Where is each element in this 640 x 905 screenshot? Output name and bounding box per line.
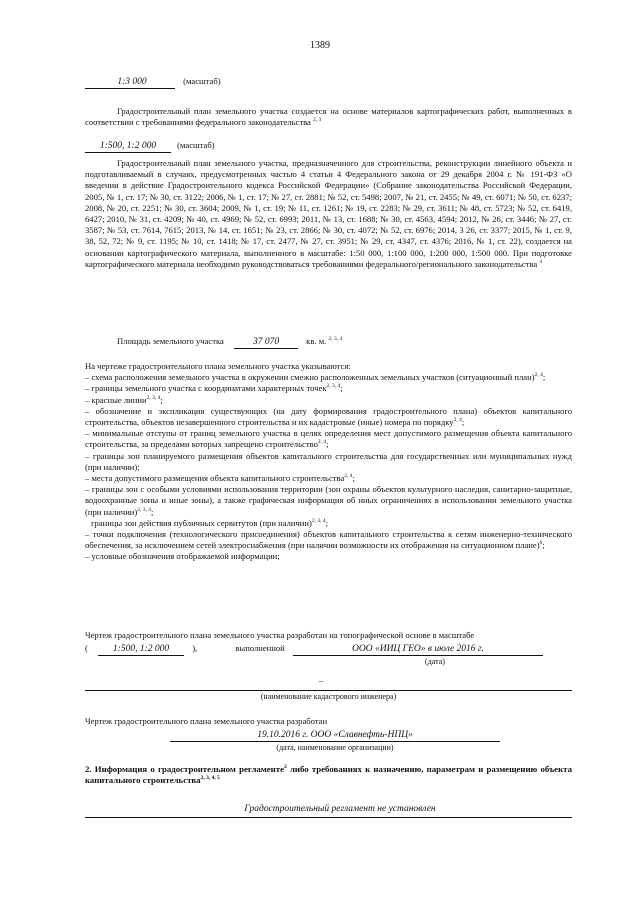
- section-2-value-wrap: [200, 803, 480, 815]
- scale-1-value: 1:3 000: [85, 77, 175, 89]
- list-item: – обозначение и экспликация существующих (на дату формирования градостроительного плана) объектов капитального строительства, объектов незавершенного строительства и их кадастровые (иные) номера по порядку$^{2, 4}$;: [85, 405, 572, 428]
- scale-2-value: 1:500, 1:2 000: [85, 141, 171, 153]
- paragraph-2-text: Градостроительный план земельного участка, предназначенного для строительства, реконструкции линейного объекта и подготавливаемый в случаях, предусмотренных частью 4 статьи 4 Федерального закона от 29 декабря 2004 г. № 191-ФЗ «О введении в действие Градостроительного кодекса Российской Федерации» (Собрание законодательства Российской Федерации, 2005, № 1, ст. 17; № 30, ст. 3122; 2006, № 1, ст. 17; № 27, ст. 2881; № 52, ст. 5498; 2007, № 21, ст. 2455; № 49, ст. 6071; № 50, ст. 6237; 2008, № 20, ст. 2251; № 30, ст. 3604; 2009, № 1, ст. 19; № 11, ст. 1261; № 19, ст. 2283; № 29, ст. 3611; № 48, ст. 5723; № 52, ст. 6419, 6427; 2010, № 31, ст. 4209; № 40, ст. 4969; № 52, ст. 6993; 2011, № 13, ст. 1688; № 30, ст. 4563, 4594; 2012, № 26, ст. 3446; № 27, ст. 3587; № 53, ст. 7614, 7615; 2013, № 14, ст. 1651; № 23, ст. 2866; № 30, ст. 4072; № 52, ст. 6976; 2014, 3 26, ст. 3377; 2015, № 1, ст. 9, 38, 52, 72; № 9, ст. 1195; № 10, ст. 1418; № 17, ст. 2477, № 27, ст. 3951; № 29, ст. 4347, ст. 4376; 2016, № 1, ст. 22), создается на основании картографического материала, выполненного в масштабе: 1:50 000, 1:100 000, 1:200 000, 1:500 000. При подготовке картографического материала необходимо руководствоваться требованиями федерального/регионального законодательства: [85, 158, 572, 269]
- section-2-line: [85, 817, 572, 818]
- list-item: – красные линии$^{2, 3, 4}$;: [85, 394, 163, 405]
- list-item: – условные обозначения отображаемой информации;: [85, 551, 280, 562]
- scale-1-label: (масштаб): [183, 76, 221, 86]
- area-unit: кв. м.: [306, 336, 327, 346]
- area-sup: 2, 3, 4: [328, 336, 343, 342]
- topo-org: ООО «ИИЦ ГЕО» в июле 2016 г.: [293, 644, 543, 656]
- paragraph-1-text: Градостроительный план земельного участка создается на основе материалов картографических работ, выполненных в соответствии с требованиями федерального законодательства: [85, 106, 572, 128]
- page-number: 1389: [310, 40, 330, 51]
- engineer-dash: –: [318, 676, 324, 686]
- scale-1-row: [85, 76, 572, 89]
- paragraph-2: [85, 158, 572, 270]
- topo-performed: выполненной: [235, 643, 285, 653]
- list-item: – места допустимого размещения объекта капитального строительства$^{2, 4}$;: [85, 473, 355, 484]
- list-item: – границы земельного участка с координатами характерных точек$^{2, 3, 4}$;: [85, 383, 343, 394]
- list-item: – границы зон с особыми условиями использования территории (зон охраны объектов культурного наследия, санитарно-защитные, водоохранные зоны и иные зоны), а также графическая информация об иных ограничениях в использовании земельного участка (при наличии)$^{2, 3, 4}$;: [85, 484, 572, 517]
- developed-value-wrap: [170, 729, 500, 742]
- list-item: границы зон действия публичных сервитутов (при наличии)$^{2, 3, 4}$;: [91, 517, 329, 528]
- developed-caption: (дата, наименование организации): [276, 743, 394, 752]
- list-item: – минимальные отступы от границ земельного участка в целях определения мест допустимого размещения объекта капитального строительства, за пределами которых запрещено строительство$^{2, 4}$;: [85, 428, 572, 450]
- list-item: – схема расположения земельного участка в окружении смежно расположенных земельных участков (ситуационный план)$^{2, 4}$;: [85, 372, 546, 383]
- topo-close: ),: [192, 643, 198, 653]
- developed-text: Чертеж градостроительного плана земельного участка разработан: [85, 716, 328, 726]
- date-caption: (дата): [425, 657, 445, 666]
- paragraph-1-sup: 2, 3: [313, 117, 322, 124]
- topo-basis-row: [85, 643, 572, 656]
- list-intro: На чертеже градостроительного плана земельного участка указываются:: [85, 361, 351, 371]
- topo-scale: 1:500, 1:2 000: [98, 644, 184, 656]
- engineer-line: [85, 690, 572, 691]
- topo-basis-text: Чертеж градостроительного плана земельного участка разработан на топографической основе в масштабе: [85, 630, 475, 640]
- drawing-items-list: [85, 361, 572, 563]
- paragraph-2-sup: 4: [539, 258, 543, 265]
- area-value: 37 070: [234, 337, 298, 349]
- developed-value: 19.10.2016 г. ООО «Славнефть-НПЦ»: [170, 730, 500, 742]
- section-2-title: 2. Информация о градостроительном регламенте$^2$ либо требованиях к назначению, параметрам и размещению объекта капитального строительства$^{2, 3, 4, 5}$: [85, 764, 572, 786]
- section-2-value: Градостроительный регламент не установлен: [244, 804, 436, 814]
- area-row: [85, 336, 572, 349]
- scale-2-row: [85, 140, 572, 153]
- paragraph-1: [85, 106, 572, 128]
- engineer-caption: (наименование кадастрового инженера): [260, 692, 397, 701]
- list-item: – точки подключения (технологического присоединения) объектов капитального строительства к сетям инженерно-технического обеспечения, за исключением сетей электроснабжения (при наличии возможности их отображения на ситуационном плане)$^6$;: [85, 529, 572, 551]
- scale-2-label: (масштаб): [177, 140, 215, 150]
- area-label: Площадь земельного участка: [117, 336, 224, 346]
- list-item: – границы зон планируемого размещения объектов капитального строительства для государственных или муниципальных нужд (при наличии);: [85, 450, 572, 472]
- topo-open: (: [85, 643, 88, 653]
